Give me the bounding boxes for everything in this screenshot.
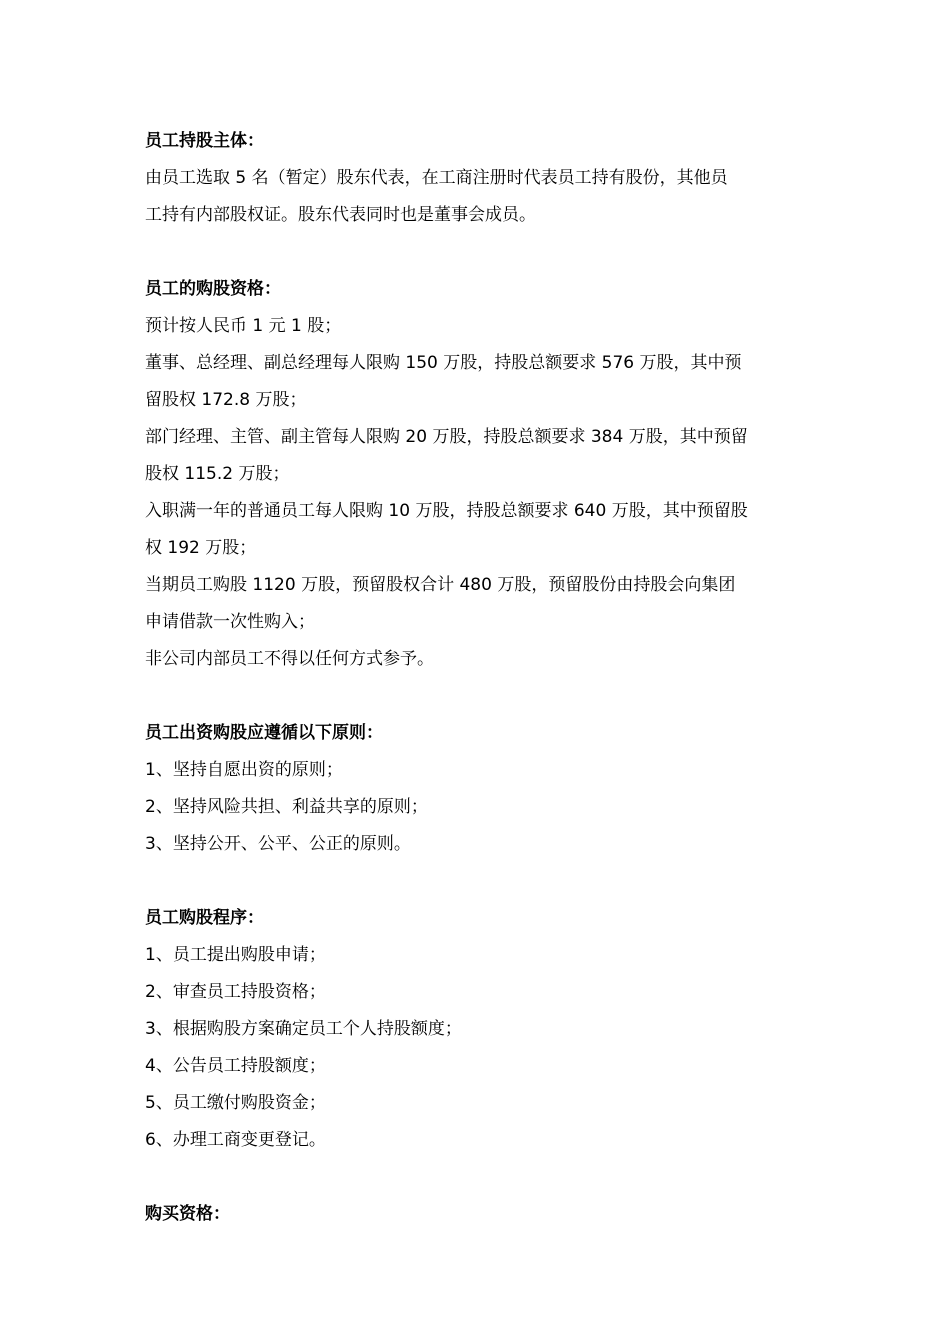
blank-line [145, 863, 810, 900]
blank-line [145, 234, 810, 271]
section-heading-shareholding-entity: 员工持股主体： [145, 131, 264, 151]
blank-line [145, 1159, 810, 1196]
paragraph-line: 当期员工购股 1120 万股，预留股权合计 480 万股，预留股份由持股会向集团 [145, 575, 736, 595]
paragraph-line: 股权 115.2 万股； [145, 464, 290, 484]
blank-line [145, 678, 810, 715]
section-heading-purchase-procedure: 员工购股程序： [145, 908, 264, 928]
list-item: 3、根据购股方案确定员工个人持股额度； [145, 1019, 462, 1039]
paragraph-line: 董事、总经理、副总经理每人限购 150 万股，持股总额要求 576 万股，其中预 [145, 353, 742, 373]
paragraph-line: 留股权 172.8 万股； [145, 390, 307, 410]
list-item: 3、坚持公开、公平、公正的原则。 [145, 834, 411, 854]
section-heading-purchase-qualification: 购买资格： [145, 1204, 230, 1224]
list-item: 2、审查员工持股资格； [145, 982, 326, 1002]
paragraph-line: 权 192 万股； [145, 538, 257, 558]
list-item: 1、员工提出购股申请； [145, 945, 326, 965]
section-heading-purchase-eligibility: 员工的购股资格： [145, 279, 281, 299]
paragraph-line: 部门经理、主管、副主管每人限购 20 万股，持股总额要求 384 万股，其中预留 [145, 427, 748, 447]
document-body [145, 123, 810, 1233]
paragraph-line: 入职满一年的普通员工每人限购 10 万股，持股总额要求 640 万股，其中预留股 [145, 501, 748, 521]
list-item: 5、员工缴付购股资金； [145, 1093, 326, 1113]
paragraph-line: 预计按人民币 1 元 1 股； [145, 316, 342, 336]
list-item: 6、办理工商变更登记。 [145, 1130, 326, 1150]
list-item: 1、坚持自愿出资的原则； [145, 760, 343, 780]
paragraph-line: 由员工选取 5 名（暂定）股东代表，在工商注册时代表员工持有股份，其他员 [145, 168, 728, 188]
paragraph-line: 申请借款一次性购入； [145, 612, 315, 632]
list-item: 2、坚持风险共担、利益共享的原则； [145, 797, 428, 817]
list-item: 4、公告员工持股额度； [145, 1056, 326, 1076]
section-heading-principles: 员工出资购股应遵循以下原则： [145, 723, 383, 743]
paragraph-line: 工持有内部股权证。股东代表同时也是董事会成员。 [145, 205, 536, 225]
paragraph-line: 非公司内部员工不得以任何方式参予。 [145, 649, 434, 669]
